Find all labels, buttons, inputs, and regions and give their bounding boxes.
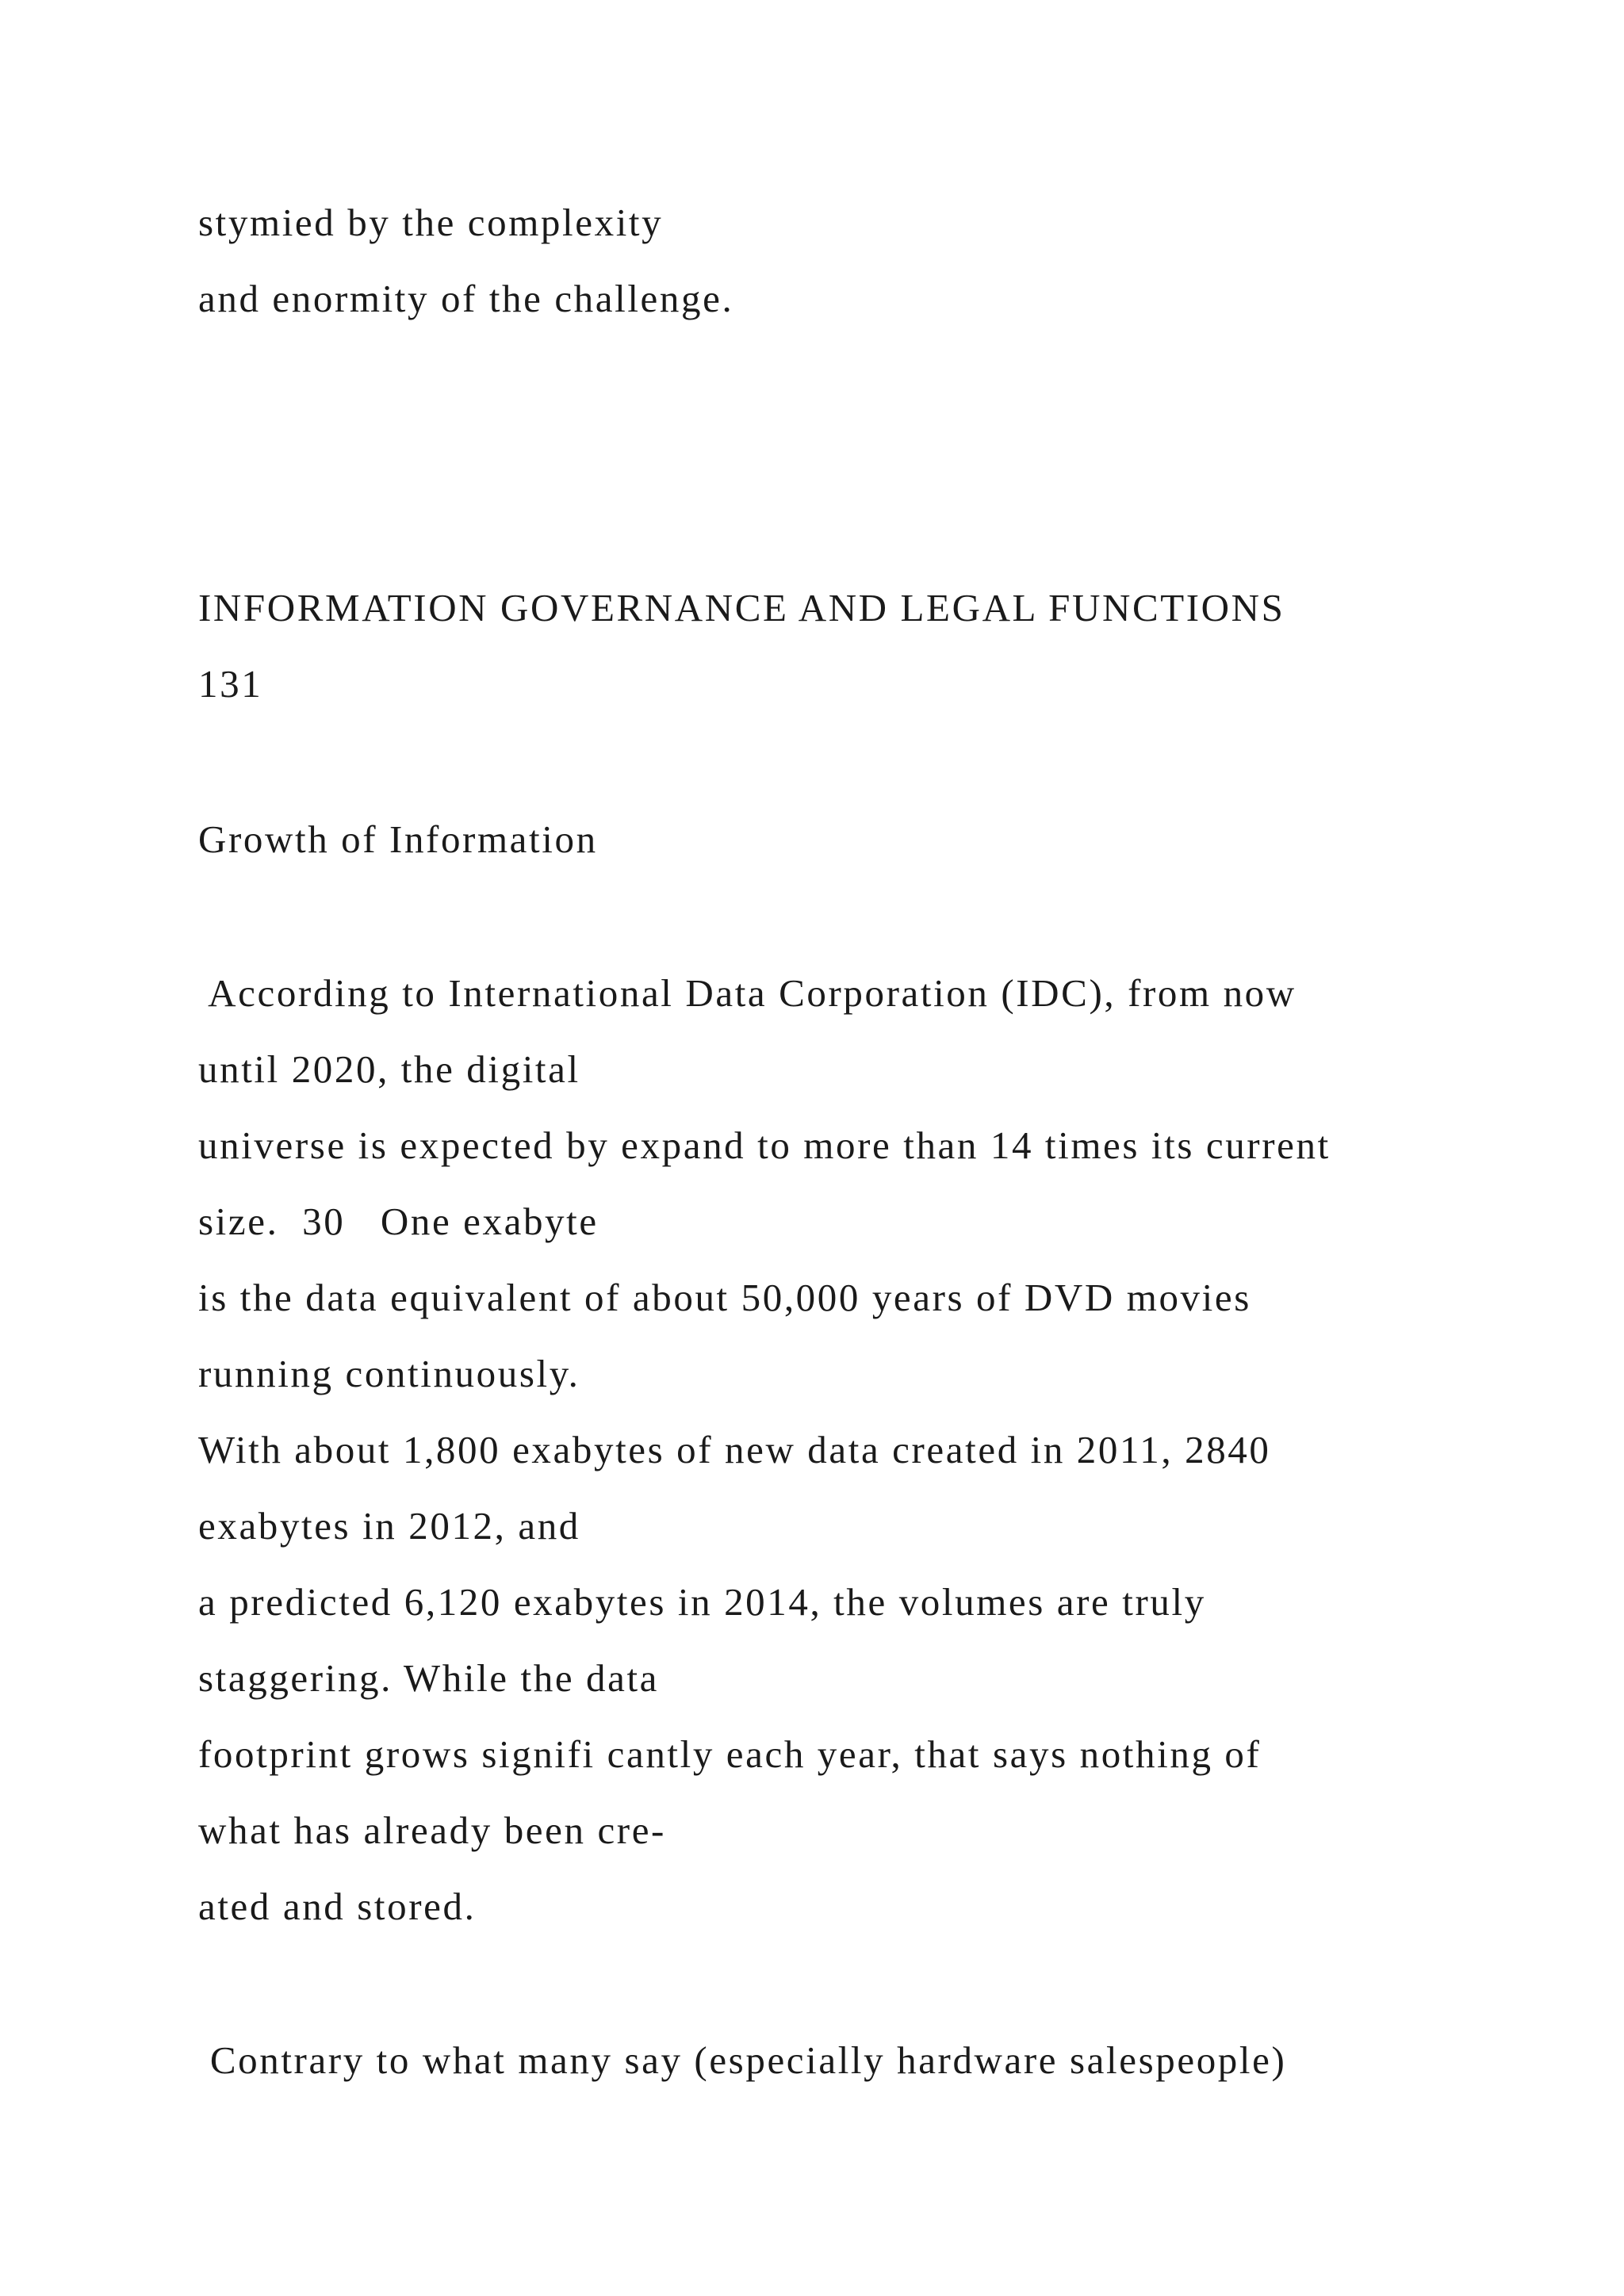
text-line: stymied by the complexity xyxy=(198,201,664,244)
page-number: 131 xyxy=(198,662,263,706)
text-line: is the data equivalent of about 50,000 years of DVD movies xyxy=(198,1276,1251,1319)
text-line: With about 1,800 exabytes of new data created in 2011, 2840 xyxy=(198,1428,1271,1471)
text-line: what has already been cre- xyxy=(198,1808,666,1852)
text-line: Contrary to what many say (especially hardware salespeople) xyxy=(198,2038,1287,2082)
section-header: INFORMATION GOVERNANCE AND LEGAL FUNCTIONS xyxy=(198,586,1285,629)
text-line: staggering. While the data xyxy=(198,1656,660,1700)
text-line: and enormity of the challenge. xyxy=(198,277,734,320)
text-line: size. 30 One exabyte xyxy=(198,1200,599,1243)
text-line: until 2020, the digital xyxy=(198,1047,580,1091)
text-line: ated and stored. xyxy=(198,1885,477,1928)
text-line: According to International Data Corporation (IDC), from now xyxy=(198,971,1297,1015)
text-line: exabytes in 2012, and xyxy=(198,1504,580,1548)
text-line: universe is expected by expand to more than 14 times its current xyxy=(198,1123,1331,1167)
text-line: footprint grows signifi cantly each year, that says nothing of xyxy=(198,1732,1262,1776)
text-line: a predicted 6,120 exabytes in 2014, the volumes are truly xyxy=(198,1580,1206,1624)
section-heading: Growth of Information xyxy=(198,817,598,861)
text-line: running continuously. xyxy=(198,1352,580,1395)
